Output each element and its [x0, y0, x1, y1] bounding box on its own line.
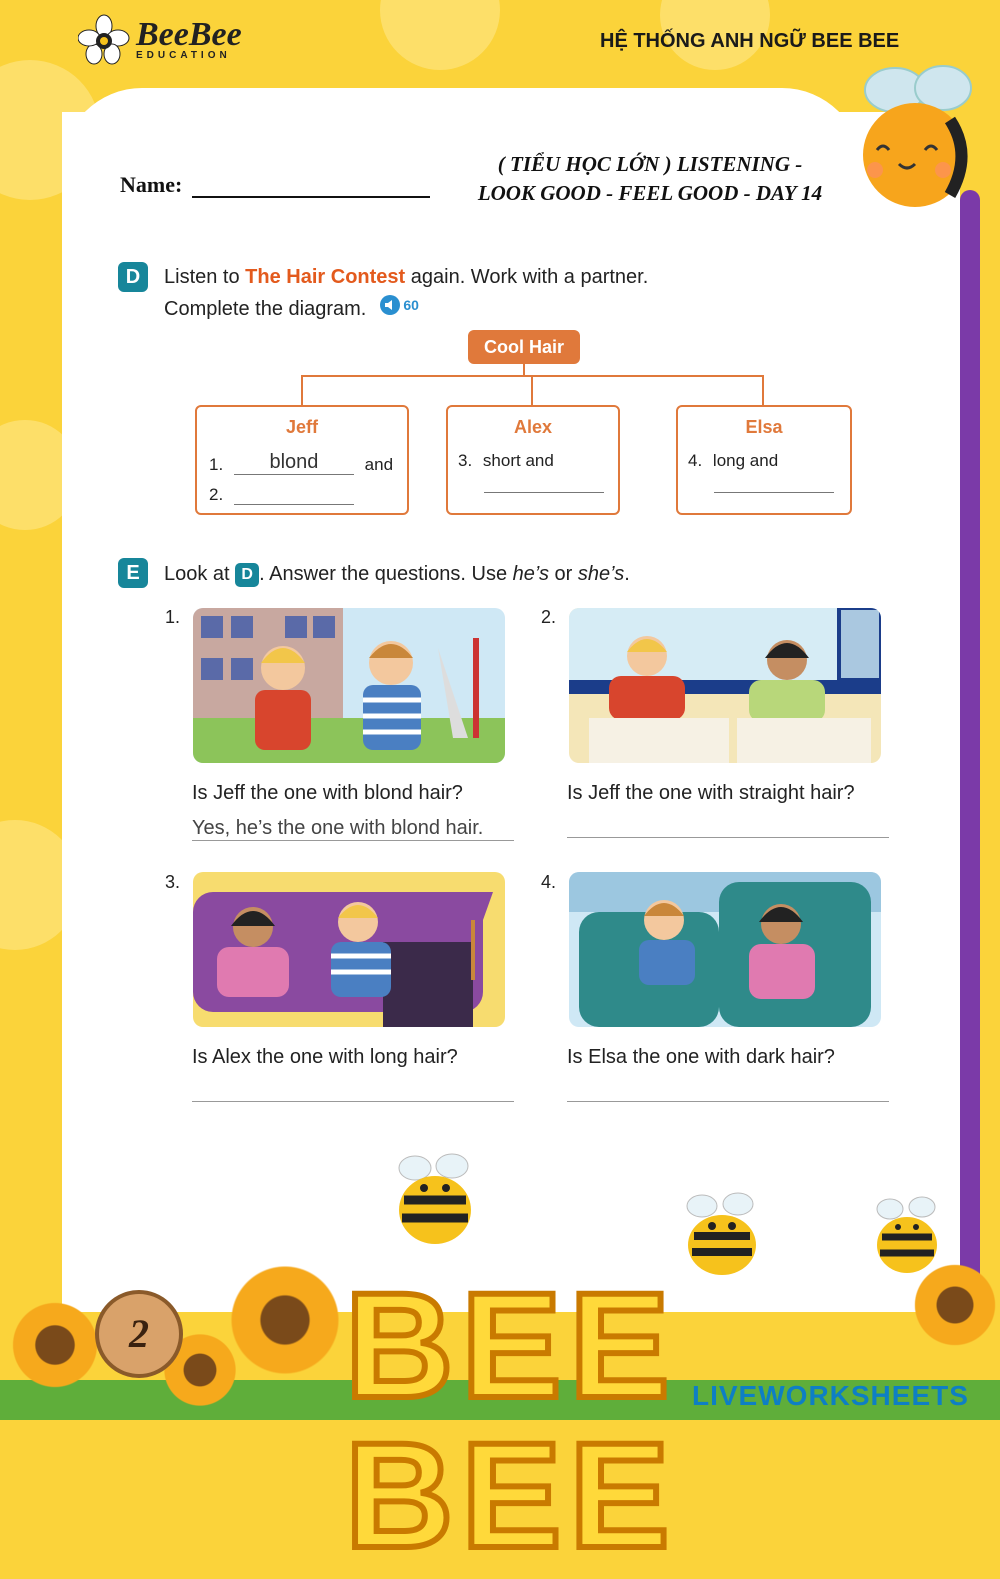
diagram-box-elsa	[676, 405, 852, 515]
section-d-header	[118, 262, 148, 292]
question-text: Is Jeff the one with blond hair?	[192, 782, 463, 804]
row-text: short and	[482, 451, 554, 470]
bee-icon	[390, 1150, 480, 1250]
bee-icon	[680, 1190, 765, 1280]
worksheet-title	[440, 150, 860, 208]
instr-d-pre: Listen to	[164, 266, 246, 288]
logo-subtext: EDUCATION	[136, 49, 231, 61]
illustration-elsa-alex-sofa	[193, 872, 505, 1027]
question-number: 3.	[165, 872, 181, 892]
diagram-box-alex	[446, 405, 620, 515]
question-number: 4.	[541, 872, 557, 892]
row-suffix: and	[364, 455, 394, 474]
sunflower-icon	[10, 1300, 100, 1390]
question-text: Is Alex the one with long hair?	[192, 1046, 458, 1068]
instr-e-end: .	[624, 563, 630, 585]
worksheet-title-line1: ( TIỂU HỌC LỚN ) LISTENING -	[497, 152, 803, 176]
illustration-jeff-elsa-classroom	[569, 608, 881, 763]
box-row	[714, 473, 834, 493]
header-title: HỆ THỐNG ANH NGỮ BEE BEE	[600, 30, 900, 52]
answer-line[interactable]	[567, 837, 889, 838]
flower-logo-icon	[78, 14, 130, 66]
box-row	[209, 485, 354, 505]
instr-e-she: she’s	[577, 563, 625, 585]
name-input-line[interactable]	[192, 196, 430, 198]
section-d-instructions	[164, 263, 648, 323]
sunflower-icon	[225, 1260, 345, 1380]
connector-line	[531, 375, 533, 406]
answer-blank[interactable]: blond	[234, 451, 354, 475]
connector-line	[762, 375, 764, 406]
question-number: 2.	[541, 607, 557, 627]
hair-diagram	[195, 330, 855, 520]
instr-e-pre: Look at	[164, 563, 236, 585]
section-e-header	[118, 558, 148, 588]
answer-blank[interactable]	[484, 474, 604, 493]
instr-d-line2: Complete the diagram.	[164, 298, 367, 320]
brand-big-text: BEE BEE	[345, 1261, 678, 1579]
instr-e-mid: . Answer the questions. Use	[259, 563, 513, 585]
diagram-root: Cool Hair	[468, 330, 580, 364]
instr-d-highlight: The Hair Contest	[245, 266, 406, 288]
illustration-jeff-alex-outdoors	[193, 608, 505, 763]
audio-button[interactable]	[380, 291, 419, 319]
item-number: 4.	[688, 451, 703, 470]
answer-line[interactable]: Yes, he’s the one with blond hair.	[192, 817, 514, 841]
purple-edge	[960, 190, 980, 1310]
bg-flower	[380, 0, 500, 70]
logo	[78, 14, 242, 66]
illustration-alex-elsa-bus	[569, 872, 881, 1027]
instr-e-he: he’s	[512, 563, 549, 585]
worksheet-title-line2: LOOK GOOD - FEEL GOOD - DAY 14	[477, 181, 823, 205]
box-title: Elsa	[745, 417, 783, 437]
section-d-badge: D	[118, 262, 148, 292]
question-text: Is Jeff the one with straight hair?	[567, 782, 855, 804]
box-row	[209, 451, 393, 475]
section-e-badge: E	[118, 558, 148, 588]
answer-line[interactable]	[192, 1101, 514, 1102]
bee-mascot-icon	[855, 60, 975, 210]
box-title: Alex	[513, 417, 553, 437]
audio-track-number: 60	[403, 297, 419, 313]
row-text: long and	[712, 451, 779, 470]
box-row	[688, 451, 778, 471]
connector-line	[301, 375, 303, 406]
box-title: Jeff	[285, 417, 318, 437]
question-number: 1.	[165, 607, 181, 627]
item-number: 2.	[209, 485, 224, 504]
instr-e-or: or	[548, 563, 578, 585]
section-d-ref-badge: D	[235, 563, 259, 587]
answer-line[interactable]	[567, 1101, 889, 1102]
liveworksheets-watermark: LIVEWORKSHEETS	[692, 1380, 969, 1411]
item-number: 3.	[458, 451, 473, 470]
instr-d-post: again. Work with a partner.	[405, 266, 649, 288]
logo-text: BeeBee	[136, 15, 242, 53]
name-label: Name:	[120, 172, 183, 197]
speaker-icon	[380, 295, 400, 315]
answer-blank[interactable]	[234, 486, 354, 505]
diagram-box-jeff	[195, 405, 409, 515]
box-row	[458, 451, 554, 471]
page-number: 2	[95, 1290, 183, 1378]
answer-blank[interactable]	[714, 474, 834, 493]
item-number: 1.	[209, 455, 224, 474]
bee-icon	[870, 1195, 945, 1280]
section-e-instructions	[164, 560, 630, 588]
box-row	[484, 473, 604, 493]
question-text: Is Elsa the one with dark hair?	[567, 1046, 835, 1068]
